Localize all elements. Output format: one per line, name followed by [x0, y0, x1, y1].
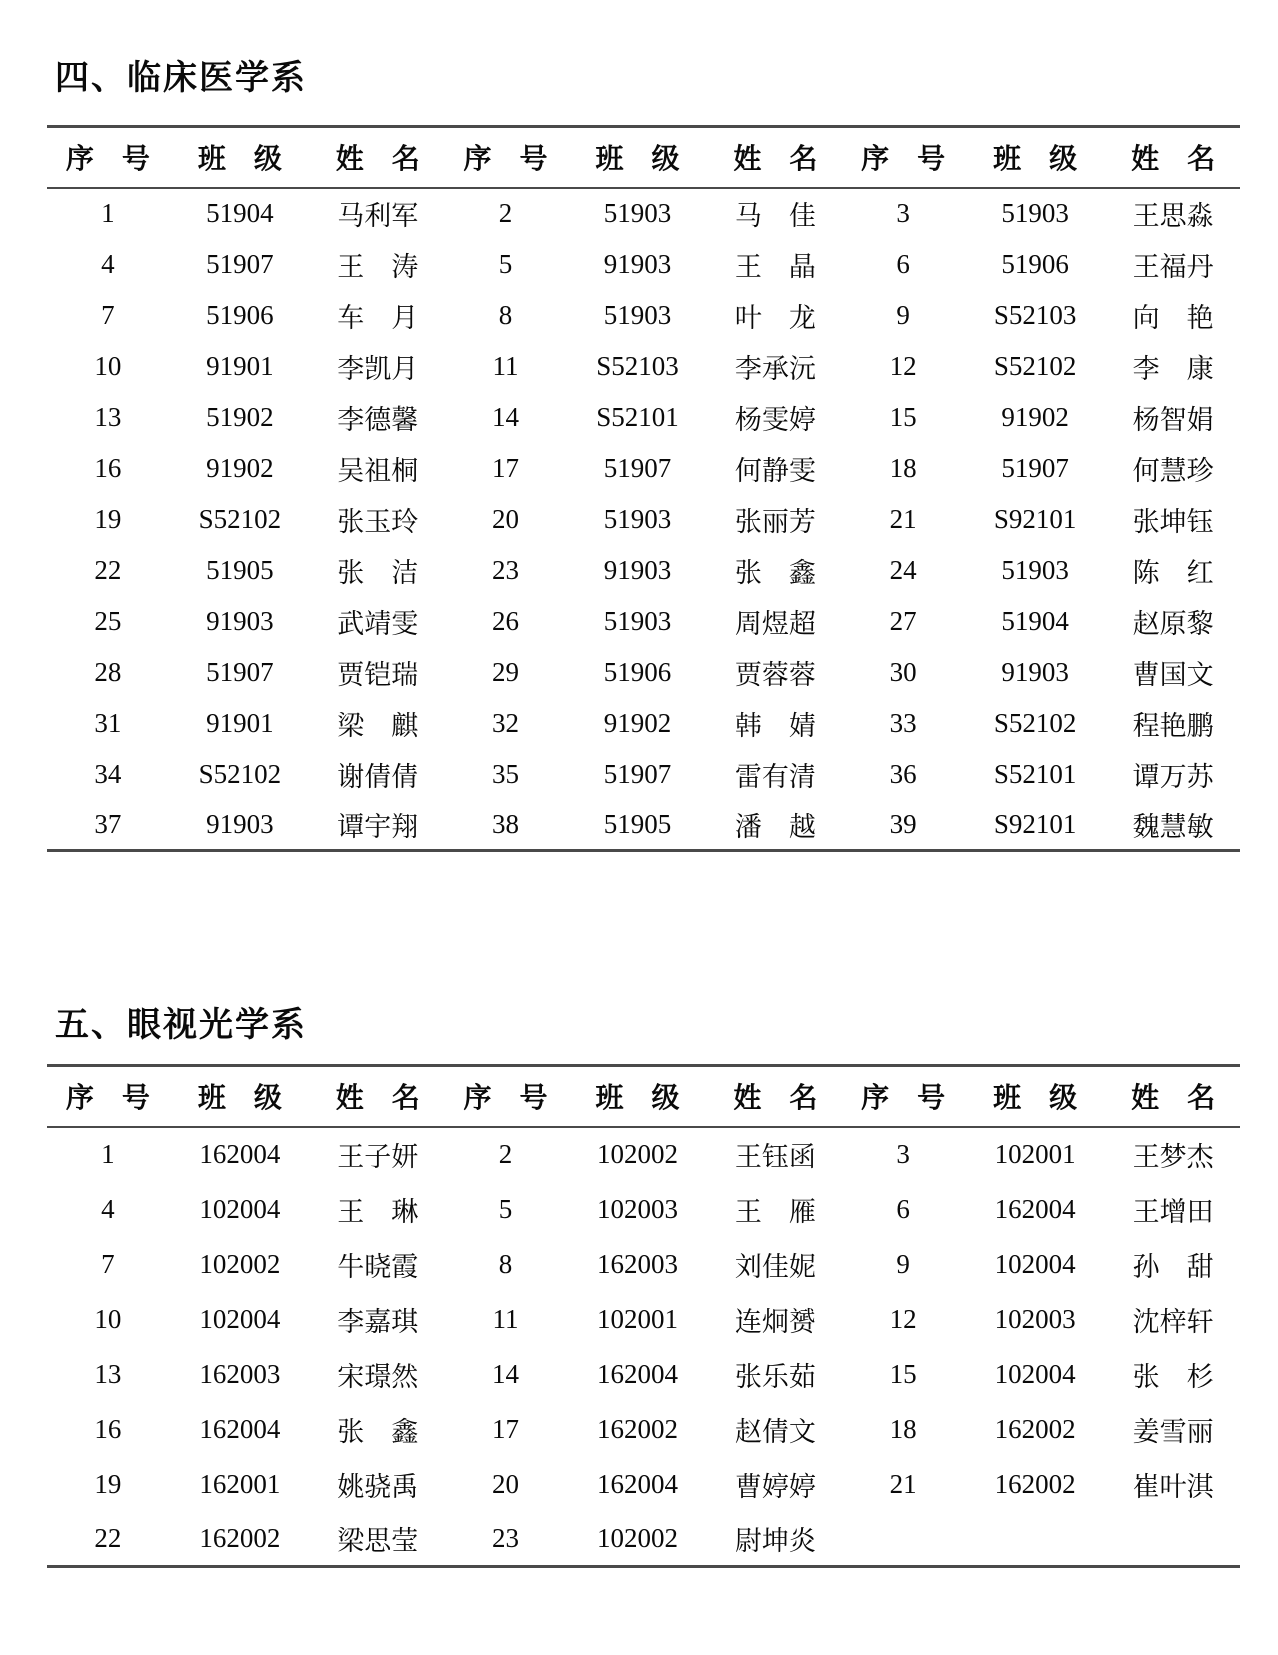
table-row	[47, 239, 1240, 290]
class-cell: 51907	[206, 248, 274, 279]
name-cell: 张丽芳	[734, 506, 816, 537]
serial-cell: 19	[94, 503, 122, 534]
name-cell: 沈梓轩	[1132, 1306, 1214, 1337]
class-cell: 51903	[1001, 198, 1069, 228]
serial-cell: 6	[896, 248, 910, 279]
serial-cell: 7	[101, 299, 115, 330]
section-optometry	[47, 1005, 1240, 1568]
name-cell: 谭万苏	[1132, 761, 1214, 792]
class-cell: 51903	[603, 198, 672, 228]
class-cell: 162002	[596, 1413, 678, 1444]
serial-cell: 13	[94, 401, 122, 432]
serial-cell: 24	[889, 554, 917, 585]
serial-cell: 14	[492, 401, 520, 432]
name-cell: 吴祖桐	[337, 455, 419, 486]
name-cell: 武靖雯	[337, 608, 419, 639]
class-cell: S92101	[993, 808, 1077, 839]
class-cell: 51906	[603, 656, 672, 687]
class-header-cell: 班 级	[993, 1083, 1078, 1115]
name-cell: 谢倩倩	[337, 761, 419, 792]
serial-cell: 30	[889, 656, 917, 687]
class-cell: 162004	[994, 1193, 1076, 1224]
name-cell: 刘佳妮	[734, 1251, 816, 1282]
table-row	[47, 698, 1240, 749]
table-body	[47, 1127, 1240, 1567]
class-cell: 51904	[206, 198, 274, 228]
class-cell: 51904	[1001, 605, 1069, 636]
name-cell: 韩 婧	[734, 710, 816, 741]
serial-cell: 3	[896, 198, 910, 228]
table-row	[47, 1127, 1240, 1182]
class-cell: 91901	[206, 707, 274, 738]
name-cell: 张坤钰	[1132, 506, 1214, 537]
name-cell: 杨智娟	[1132, 404, 1214, 435]
class-cell: 51905	[206, 554, 274, 585]
name-cell: 牛晓霞	[337, 1251, 419, 1282]
class-cell: 102002	[199, 1248, 281, 1279]
class-cell: 51907	[603, 758, 672, 789]
class-cell: 102003	[596, 1193, 678, 1224]
table-row	[47, 494, 1240, 545]
class-cell: 102003	[994, 1303, 1076, 1334]
serial-cell: 21	[889, 1468, 917, 1499]
serial-cell: 2	[498, 198, 513, 228]
serial-cell: 19	[94, 1468, 122, 1499]
name-cell: 程艳鹏	[1132, 710, 1214, 741]
serial-cell: 3	[896, 1139, 910, 1169]
name-cell: 张玉玲	[337, 506, 419, 537]
serial-cell: 5	[498, 248, 513, 279]
class-cell: 51905	[603, 808, 672, 839]
name-header-cell: 姓 名	[335, 1083, 420, 1115]
serial-cell: 29	[492, 656, 520, 687]
name-cell: 姜雪丽	[1132, 1416, 1214, 1447]
name-header-cell: 姓 名	[733, 144, 818, 176]
serial-header-cell: 序 号	[65, 1083, 150, 1115]
class-cell: 162003	[596, 1248, 678, 1279]
serial-cell: 7	[101, 1248, 115, 1279]
name-cell: 向 艳	[1132, 302, 1214, 333]
serial-cell: 4	[101, 1193, 115, 1224]
name-cell: 李 康	[1132, 353, 1214, 384]
class-cell: 91903	[206, 605, 274, 636]
name-cell: 马 佳	[734, 201, 816, 231]
table-row	[47, 596, 1240, 647]
serial-cell: 39	[889, 808, 917, 839]
name-cell: 宋璟然	[337, 1361, 419, 1392]
name-cell: 车 月	[337, 302, 419, 333]
serial-cell: 11	[492, 1303, 519, 1334]
class-cell: 51902	[206, 401, 274, 432]
serial-cell: 26	[492, 605, 520, 636]
table-row	[47, 1182, 1240, 1237]
class-cell: 51903	[1001, 554, 1069, 585]
serial-cell: 27	[889, 605, 917, 636]
section-title-clinical-medicine: 四、临床医学系	[55, 59, 307, 97]
name-cell: 王子妍	[337, 1142, 419, 1172]
class-cell: S52101	[596, 401, 679, 432]
name-cell: 王梦杰	[1132, 1142, 1214, 1172]
table-row	[47, 749, 1240, 800]
class-cell: 91901	[206, 350, 274, 381]
name-cell: 张 鑫	[337, 1416, 419, 1447]
class-header-cell: 班 级	[595, 144, 680, 176]
class-cell: 51903	[603, 299, 672, 330]
name-cell: 张 洁	[337, 557, 419, 588]
class-cell: 91903	[206, 808, 274, 839]
serial-cell: 9	[896, 1248, 910, 1279]
serial-cell: 36	[889, 758, 917, 789]
name-cell: 谭宇翔	[337, 811, 419, 842]
name-cell: 何慧珍	[1132, 455, 1214, 486]
table-row	[47, 443, 1240, 494]
table-row	[47, 1512, 1240, 1567]
serial-cell: 21	[889, 503, 917, 534]
serial-cell: 10	[94, 350, 122, 381]
serial-cell: 12	[889, 350, 917, 381]
clinical-medicine-roster-table	[47, 125, 1240, 852]
serial-cell: 1	[101, 198, 115, 228]
name-cell: 梁 麒	[337, 710, 419, 741]
serial-cell: 4	[101, 248, 115, 279]
serial-cell: 22	[94, 554, 122, 585]
name-header-cell: 姓 名	[335, 144, 420, 176]
serial-cell: 2	[498, 1139, 513, 1169]
class-cell: 51907	[206, 656, 274, 687]
serial-cell: 37	[94, 808, 122, 839]
name-cell: 王增田	[1132, 1196, 1214, 1227]
class-cell: 162004	[596, 1468, 678, 1499]
serial-cell: 5	[498, 1193, 513, 1224]
class-cell: S52102	[993, 350, 1077, 381]
name-cell: 赵倩文	[734, 1416, 816, 1447]
name-cell: 王 琳	[337, 1196, 419, 1227]
table-body	[47, 188, 1240, 851]
serial-cell: 9	[896, 299, 910, 330]
name-cell: 王福丹	[1132, 251, 1214, 282]
class-header-cell: 班 级	[197, 144, 282, 176]
table-row	[47, 800, 1240, 851]
class-cell: 51907	[603, 452, 672, 483]
class-cell: 162002	[994, 1468, 1076, 1499]
name-cell: 叶 龙	[734, 302, 816, 333]
serial-cell: 22	[94, 1522, 122, 1553]
class-cell: S52103	[993, 299, 1077, 330]
class-cell: S92101	[993, 503, 1077, 534]
serial-cell: 17	[492, 452, 520, 483]
serial-cell: 6	[896, 1193, 910, 1224]
name-cell: 曹国文	[1132, 659, 1214, 690]
class-cell: 91903	[603, 248, 672, 279]
header-row	[47, 127, 1240, 188]
serial-cell: 15	[889, 1358, 917, 1389]
class-cell: 162002	[199, 1522, 281, 1553]
serial-cell: 20	[492, 503, 520, 534]
table-row	[47, 1347, 1240, 1402]
serial-cell: 38	[492, 808, 520, 839]
name-cell: 贾铠瑞	[337, 659, 419, 690]
name-cell: 孙 甜	[1132, 1251, 1214, 1282]
table-row	[47, 341, 1240, 392]
section-title-optometry: 五、眼视光学系	[55, 1006, 307, 1044]
serial-cell: 35	[492, 758, 520, 789]
table-row	[47, 290, 1240, 341]
name-cell: 张乐茹	[734, 1361, 816, 1392]
table-row	[47, 545, 1240, 596]
serial-header-cell: 序 号	[463, 144, 548, 176]
section-clinical-medicine	[47, 58, 1240, 852]
header-row	[47, 1066, 1240, 1127]
name-cell: 姚骁禹	[337, 1471, 419, 1502]
serial-cell: 11	[492, 350, 519, 381]
class-cell: 102002	[596, 1522, 678, 1553]
serial-cell: 10	[94, 1303, 122, 1334]
class-cell: 91903	[1001, 656, 1069, 687]
class-cell: 51906	[206, 299, 274, 330]
name-cell: 王 晶	[734, 251, 816, 282]
class-cell: S52103	[596, 350, 679, 381]
class-cell: 91902	[1001, 401, 1069, 432]
class-cell: 102001	[994, 1139, 1076, 1169]
class-cell: 162003	[199, 1358, 281, 1389]
name-cell: 周煜超	[734, 608, 816, 639]
name-cell: 李德馨	[337, 404, 419, 435]
serial-cell: 17	[492, 1413, 520, 1444]
class-cell: 102004	[994, 1248, 1076, 1279]
class-cell: 162002	[994, 1413, 1076, 1444]
serial-cell: 23	[492, 554, 520, 585]
name-cell: 李凯月	[337, 353, 419, 384]
class-header-cell: 班 级	[993, 144, 1078, 176]
class-cell: 102004	[994, 1358, 1076, 1389]
class-header-cell: 班 级	[595, 1083, 680, 1115]
name-header-cell: 姓 名	[1131, 1083, 1216, 1115]
serial-cell: 20	[492, 1468, 520, 1499]
serial-cell: 8	[498, 299, 513, 330]
name-cell: 陈 红	[1132, 557, 1214, 588]
serial-cell: 1	[101, 1139, 115, 1169]
class-cell: 162004	[199, 1139, 281, 1169]
serial-cell: 12	[889, 1303, 917, 1334]
name-cell: 李嘉琪	[337, 1306, 419, 1337]
class-cell: 102002	[596, 1139, 678, 1169]
name-cell: 崔叶淇	[1132, 1471, 1214, 1502]
name-header-cell: 姓 名	[733, 1083, 818, 1115]
class-cell: 91902	[603, 707, 672, 738]
serial-cell: 13	[94, 1358, 122, 1389]
table-row	[47, 647, 1240, 698]
class-cell: 162001	[199, 1468, 281, 1499]
class-cell: 102004	[199, 1193, 281, 1224]
table-row	[47, 392, 1240, 443]
name-cell: 赵原黎	[1132, 608, 1214, 639]
class-cell: 162004	[596, 1358, 678, 1389]
name-cell: 张 鑫	[734, 557, 816, 588]
name-cell: 李承沅	[734, 353, 816, 384]
class-cell: S52101	[993, 758, 1077, 789]
serial-header-cell: 序 号	[861, 1083, 946, 1115]
table-row	[47, 1402, 1240, 1457]
serial-cell: 34	[94, 758, 122, 789]
class-cell: 91902	[206, 452, 274, 483]
table-header	[47, 127, 1240, 188]
class-header-cell: 班 级	[197, 1083, 282, 1115]
name-cell: 潘 越	[734, 811, 816, 842]
table-header	[47, 1066, 1240, 1127]
serial-cell: 8	[498, 1248, 513, 1279]
serial-cell: 16	[94, 1413, 122, 1444]
name-cell: 曹婷婷	[734, 1471, 816, 1502]
serial-cell	[842, 1512, 964, 1567]
name-cell: 杨雯婷	[734, 404, 816, 435]
serial-header-cell: 序 号	[463, 1083, 548, 1115]
class-cell: S52102	[198, 758, 282, 789]
table-row	[47, 1237, 1240, 1292]
serial-header-cell: 序 号	[861, 144, 946, 176]
class-cell: 102004	[199, 1303, 281, 1334]
name-cell: 尉坤炎	[734, 1525, 816, 1556]
serial-cell: 18	[889, 452, 917, 483]
serial-cell: 14	[492, 1358, 520, 1389]
name-cell: 连炯赟	[734, 1306, 816, 1337]
class-cell	[964, 1512, 1106, 1567]
serial-cell: 15	[889, 401, 917, 432]
name-cell: 王 雁	[734, 1196, 816, 1227]
name-cell: 雷有清	[734, 761, 816, 792]
class-cell: 51903	[603, 605, 672, 636]
class-cell: 102001	[596, 1303, 678, 1334]
class-cell: 51903	[603, 503, 672, 534]
name-cell	[1106, 1512, 1240, 1567]
table-row	[47, 1457, 1240, 1512]
name-cell: 王 涛	[337, 251, 419, 282]
name-cell: 贾蓉蓉	[734, 659, 816, 690]
name-cell: 王钰函	[734, 1142, 816, 1172]
class-cell: S52102	[198, 503, 282, 534]
serial-cell: 25	[94, 605, 122, 636]
name-cell: 张 杉	[1132, 1361, 1214, 1392]
serial-cell: 31	[94, 707, 122, 738]
name-cell: 魏慧敏	[1132, 811, 1214, 842]
serial-cell: 28	[94, 656, 122, 687]
name-cell: 马利军	[337, 201, 419, 231]
table-row	[47, 1292, 1240, 1347]
class-cell: 51907	[1001, 452, 1069, 483]
name-cell: 何静雯	[734, 455, 816, 486]
serial-cell: 33	[889, 707, 917, 738]
class-cell: 51906	[1001, 248, 1069, 279]
name-header-cell: 姓 名	[1131, 144, 1216, 176]
table-row	[47, 188, 1240, 239]
serial-header-cell: 序 号	[65, 144, 150, 176]
name-cell: 王思淼	[1132, 201, 1214, 231]
serial-cell: 32	[492, 707, 520, 738]
class-cell: 91903	[603, 554, 672, 585]
class-cell: 162004	[199, 1413, 281, 1444]
serial-cell: 18	[889, 1413, 917, 1444]
optometry-roster-table	[47, 1064, 1240, 1568]
serial-cell: 16	[94, 452, 122, 483]
serial-cell: 23	[492, 1522, 520, 1553]
class-cell: S52102	[993, 707, 1077, 738]
name-cell: 梁思莹	[337, 1525, 419, 1556]
